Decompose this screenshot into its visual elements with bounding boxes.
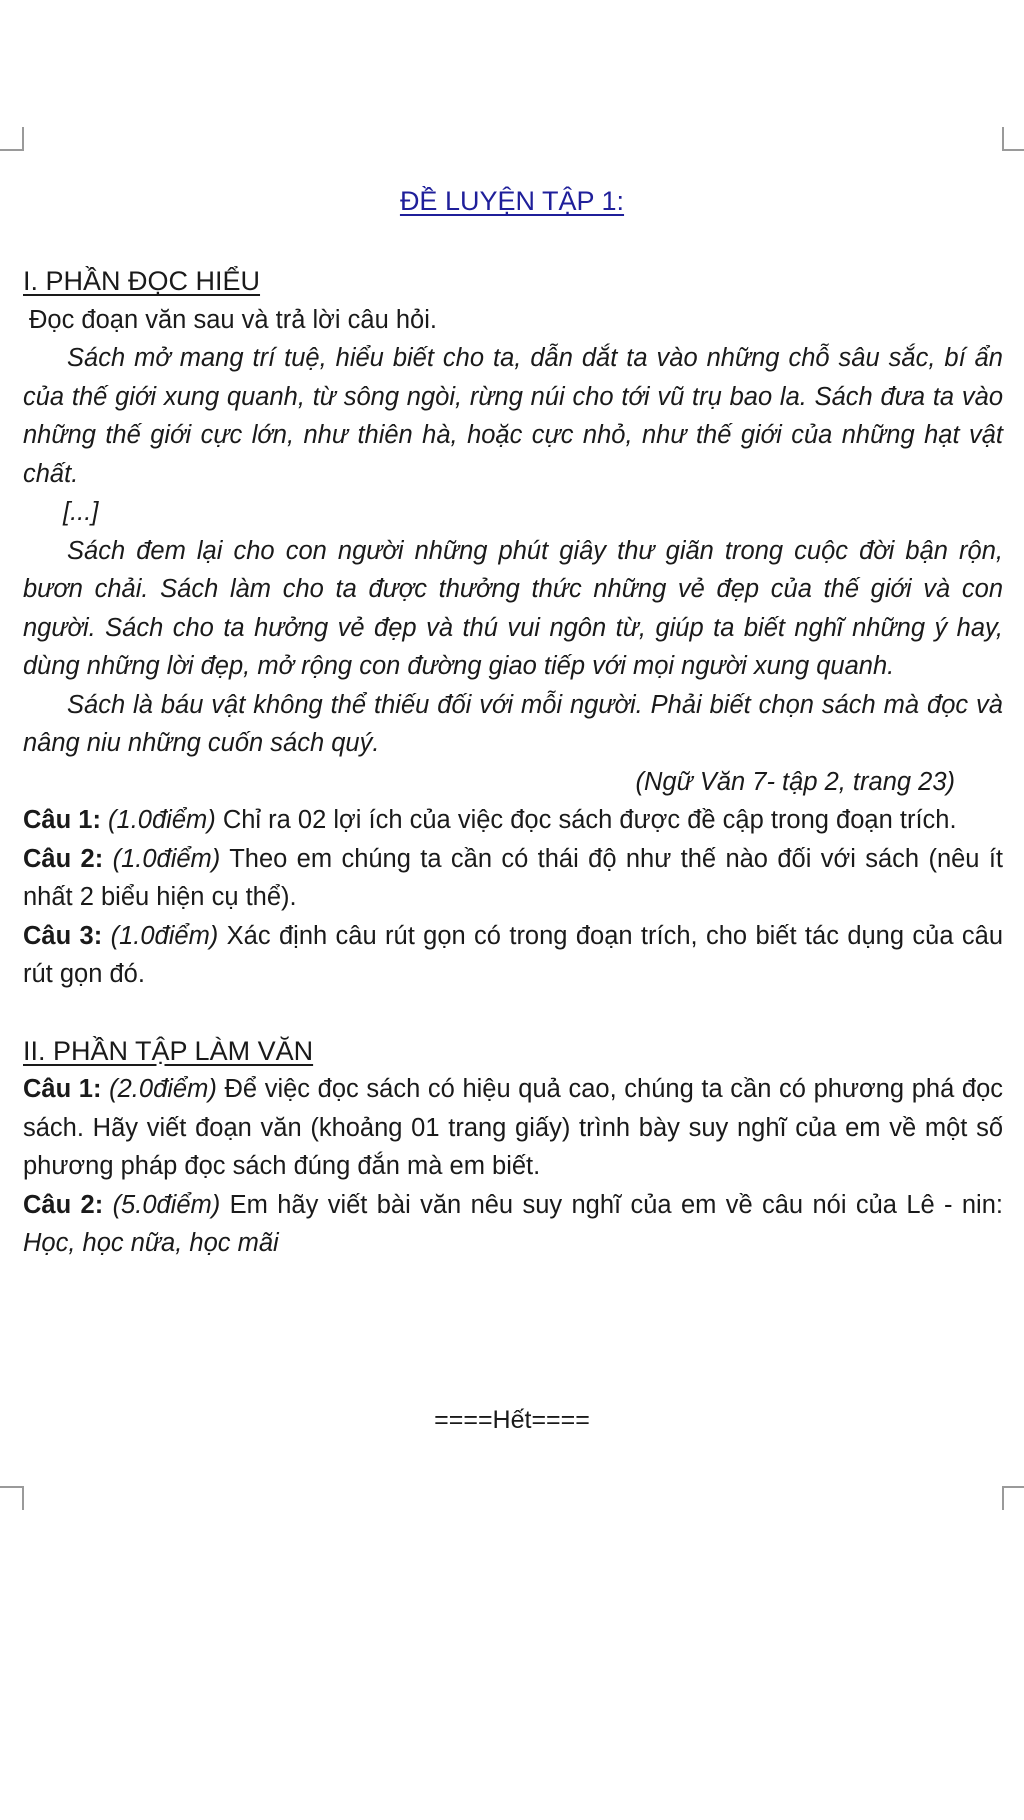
question-text: Em hãy viết bài văn nêu suy nghĩ của em về câu nói của Lê - nin: <box>229 1190 1003 1219</box>
question-label: Câu 3: <box>23 921 103 950</box>
reading-question-3 <box>23 917 1003 994</box>
question-points: (2.0điểm) <box>109 1075 217 1103</box>
crop-mark-bottom-left <box>0 1486 24 1510</box>
question-points: (5.0điểm) <box>112 1190 221 1219</box>
part1-heading: I. PHẦN ĐỌC HIỂU <box>23 266 261 296</box>
question-label: Câu 1: <box>23 806 101 834</box>
part2-heading: II. PHẦN TẬP LÀM VĂN <box>23 1035 314 1066</box>
question-points: (1.0điểm) <box>112 844 221 873</box>
question-points: (1.0điểm) <box>108 806 216 834</box>
question-text: Theo em chúng ta cần có thái độ như thế nào đối với sách (nêu ít nhất 2 biểu hiện cụ thể). <box>23 844 1004 911</box>
question-points: (1.0điểm) <box>110 921 219 950</box>
writing-question-2 <box>23 1186 1003 1263</box>
question-text: Để việc đọc sách có hiệu quả cao, chúng ta cần có phương phá đọc sách. Hãy viết đoạn văn (khoảng 01 trang giấy) trình bày suy nghĩ của em về một số phương pháp đọc sách đúng đắn mà em biết. <box>23 1075 1004 1180</box>
section-spacer <box>23 994 1003 1032</box>
passage-paragraph: Sách mở mang trí tuệ, hiểu biết cho ta, dẫn dắt ta vào những chỗ sâu sắc, bí ẩn của thế giới xung quanh, từ sông ngòi, rừng núi cho tới vũ trụ bao la. Sách đưa ta vào những thế giới cực lớn, như thiên hà, hoặc cực nhỏ, như thế giới của những hạt vật chất. <box>23 344 1003 488</box>
part1-instruction: Đọc đoạn văn sau và trả lời câu hỏi. <box>29 305 437 334</box>
crop-mark-top-left <box>0 127 24 151</box>
crop-mark-top-right <box>1002 127 1024 151</box>
question-label: Câu 1: <box>23 1075 102 1103</box>
passage-paragraph: Sách là báu vật không thể thiếu đối với mỗi người. Phải biết chọn sách mà đọc và nâng niu những cuốn sách quý. <box>23 690 1003 757</box>
question-label: Câu 2: <box>23 1190 104 1219</box>
reading-question-2 <box>23 840 1003 917</box>
passage-ellipsis: [...] <box>63 498 99 526</box>
document-body <box>23 262 1003 1263</box>
crop-mark-bottom-right <box>1002 1486 1024 1510</box>
question-label: Câu 2: <box>23 844 104 873</box>
passage-paragraph: Sách đem lại cho con người những phút giây thư giãn trong cuộc đời bận rộn, bươn chải. Sách làm cho ta được thưởng thức những vẻ đẹp của thế giới và con người. Sách cho ta hưởng vẻ đẹp và thú vui ngôn từ, giúp ta biết nghĩ những ý hay, dùng những lời đẹp, mở rộng con đường giao tiếp với mọi người xung quanh. <box>23 536 1003 680</box>
reading-question-1 <box>23 801 1003 840</box>
passage-source: (Ngữ Văn 7- tập 2, trang 23) <box>635 767 955 796</box>
page-title: ĐỀ LUYỆN TẬP 1: <box>399 186 625 216</box>
end-marker: ====Hết==== <box>434 1406 590 1434</box>
question-quote: Học, học nữa, học mãi <box>23 1229 279 1257</box>
question-text: Chỉ ra 02 lợi ích của việc đọc sách được đề cập trong đoạn trích. <box>222 806 957 834</box>
writing-question-1 <box>23 1070 1003 1186</box>
question-text: Xác định câu rút gọn có trong đoạn trích, cho biết tác dụng của câu rút gọn đó. <box>23 921 1003 988</box>
